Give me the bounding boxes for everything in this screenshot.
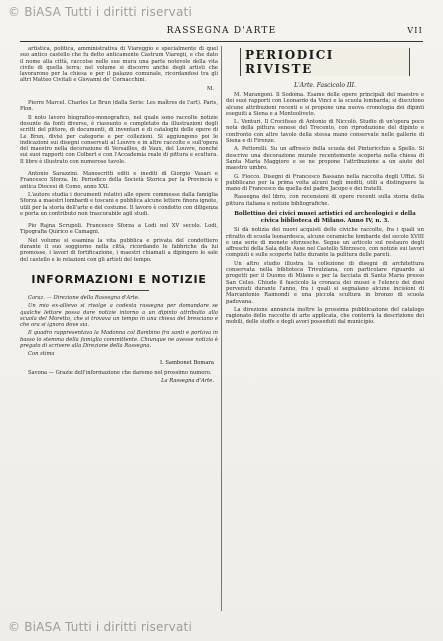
review-body: Il noto lavoro biografico-monografico, nel quale sono raccolte notizie desunte da fonti diverse, è riassunto e completato da illustrazioni degli scritti del pittore, di documenti, di inventari e di cataloghi delle opere di Le Brun, divisi per categorie e per collezioni. Si aggiungono poi le indicazioni sui disegni conservati al Louvre e in altre raccolte e sull'opera del maestro nella decorazione di Versailles, di Vaux, del Louvre, nonché sui suoi rapporti con Colbert e con l'Accademia reale di pittura e scultura. Il libro è illustrato con numerose tavole. [20,114,218,165]
banner-title: PERIODICI RIVISTE [241,48,409,76]
page-number: VII [407,26,423,35]
column-separator [221,46,222,611]
right-column [226,46,424,614]
section-banner [240,48,410,76]
review-citation: Pio Rajna Scrupoli. Francesco Sforza a Lodi nel XV secolo. Lodi, Tipografia Quirico e Camagni. [20,223,218,236]
left-column [20,46,218,614]
notice-signature: I. Sambonet Bomara [159,359,214,366]
section-subheading: Caraz. — Direzione della Rassegna d'Arte. [28,294,140,301]
paragraph: artistica, politica, amministrativa di Viareggio e specialmente di quel suo antico castello che fu detto anticamente Castrum Viaregii, e che dato il nome alla città, raccolse nelle sue mura una parte notevole della vita civile di quella terra; nel volume si discorre anche degli artisti che lavorarono per la chiesa e per il palazzo comunale, ricordandosi tra gli altri Matteo Civitali e Giovanni de' Cornacchini. [20,46,218,84]
section-heading: INFORMAZIONI E NOTIZIE [31,272,207,286]
paragraph: M. Marangoni. Il Sodoma. Esame delle opere principali del maestro e dei suoi rapporti con Leonardo da Vinci e la scuola lombarda; si discutono alcune attribuzioni recenti e si propone una nuova cronologia dei dipinti eseguiti a Siena e a Monteoliveto. [226,92,424,117]
paragraph: Si dà notizia dei nuovi acquisti delle civiche raccolte, fra i quali un ritratto di scuola leonardesca, alcune ceramiche lombarde del secolo XVIII e una serie di monete sforzesche. Segue un articolo sul restauro degli affreschi della Sala delle Asse nel Castello Sforzesco, con notizie sui lavori compiuti e sulle scoperte fatte durante la pulitura delle pareti. [226,227,424,259]
journal-title: RASSEGNA D'ARTE [166,26,277,36]
periodical-heading: L'Arte. Fascicolo III. [294,82,356,89]
paragraph: L. Venturi. Il Crocifisso di Antonio di Niccolò. Studio di un'opera poco nota della pittura senese del Trecento, con riproduzione del dipinto e confronto con altre tavole della stessa mano conservate nelle gallerie di Siena e di Firenze. [226,119,424,145]
notice-paragraph: Il quadro rappresentava la Madonna col Bambino fra santi e portava in basso lo stemma della famiglia committente. Chiunque ne avesse notizia è pregato di scrivere alla Direzione della Rassegna. [20,330,218,349]
paragraph: Un altro studio illustra la collezione di disegni di architettura conservata nella biblioteca Trivulziana, con particolare riguardo ai progetti per il Duomo di Milano e per la facciata di Santa Maria presso San Celso. Chiude il fascicolo la cronaca dei musei e l'elenco dei doni pervenuti durante l'anno, fra i quali si segnalano alcune incisioni di Marcantonio Raimondi e una piccola scultura in bronzo di scuola padovana. [226,260,424,305]
reply-paragraph: Savona — Grazie dell'informazione che daremo nel prossimo numero. [28,369,212,376]
running-header [20,26,423,40]
review-citation: Antonio Sarazzini. Manoscritti editi e inediti di Giorgio Vasari e Francesco Sforza. In: Periodico della Società Storica per la Provincia e antica Diocesi di Como, anno XXI. [20,171,218,190]
bulletin-heading: Bollettino dei civici musei artistici ed archeologici e della civica biblioteca di Milano. Anno IV, n. 3. [234,211,416,224]
signature-initial: M. [207,85,214,92]
paragraph: G. Fiocco. Disegni di Francesco Bassano nella raccolta degli Uffizi. Si pubblicano per la prima volta alcuni fogli inediti, utili a distinguere la mano di Francesco da quella del padre Jacopo e dei fratelli. [226,173,424,193]
notice-paragraph: Un mio ex-allievo si rivolge a codesta rassegna per domandare se qualche lettore possa dare notizie intorno a un dipinto attribuito alla scuola del Moretto, che si trovava un tempo in una chiesa del bresciano e che ora si ignora dove sia. [20,303,218,329]
watermark-bottom: © BiASA Tutti i diritti riservati [8,620,192,634]
review-body: Nel volume si esamina la vita pubblica e privata del condottiero durante il suo soggiorno nella città, ricordando le fabbriche da lui promosse, i lavori di fortificazione, i maestri chiamati a dipingere le sale del castello e le relazioni con gli artisti del tempo. [20,237,218,263]
reply-signature: La Rassegna d'Arte. [161,378,214,385]
notice-closing: Con stima [28,351,55,358]
paragraph: La direzione annuncia inoltre la prossima pubblicazione del catalogo ragionato delle raccolte di arte applicata, che conterrà la descrizione dei mobili, delle stoffe e degli avori posseduti dal municipio. [226,306,424,326]
watermark-top: © BiASA Tutti i diritti riservati [8,5,192,19]
paragraph: A. Pettorelli. Su un affresco della scuola del Pinturicchio a Spello. Si descrive una decorazione murale recentemente scoperta nella chiesa di Santa Maria Maggiore e se ne propone l'attribuzione a un aiuto del maestro umbro. [226,146,424,172]
header-rule [20,41,423,42]
review-body: L'autore studia i documenti relativi alle opere commesse dalla famiglia Sforza a maestri lombardi e toscani e pubblica alcune lettere finora ignote, utili per la storia dell'arte e del costume. Il lavoro è condotto con diligenza e porta un contributo non trascurabile agli studi. [20,191,218,217]
section-rule [89,290,149,291]
paragraph: Rassegna del libro, con recensioni di opere recenti sulla storia della pittura italiana e notizie bibliografiche. [226,194,424,207]
review-citation: Pierre Marcel. Charles Le Brun (dalla Serie: Les maîtres de l'art). Paris, Plon. [20,100,218,113]
